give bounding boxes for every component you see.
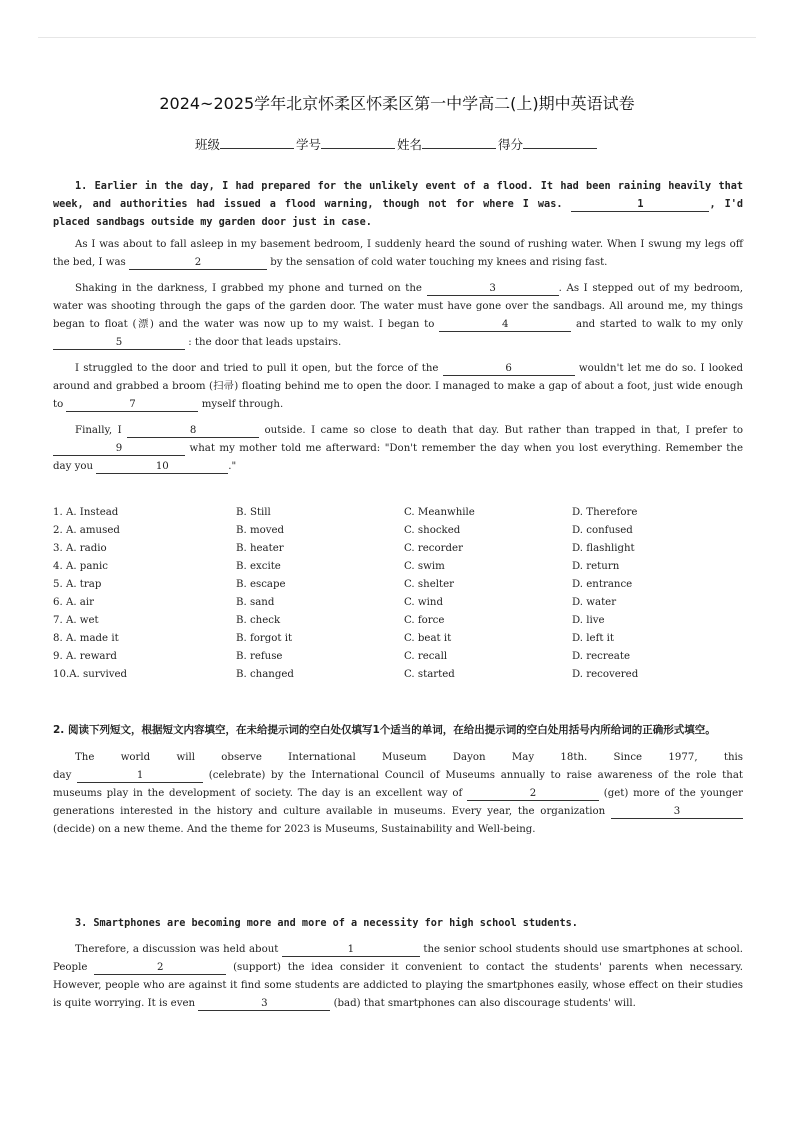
q1-paragraph-5: Finally, I 8 outside. I came so close to death that day. But rather than trapped in that, I prefer to 9 what my mother told me afterward: "Don't remember the day when you lost everything. Remember the day you 10 ." (53, 425, 743, 472)
class-field[interactable] (220, 136, 294, 149)
option[interactable]: D. left it (572, 633, 615, 644)
q1-paragraph-2: As I was about to fall asleep in my basement bedroom, I suddenly heard the sound of rushing water. When I swung my legs off the bed, I was 2 by the sensation of cold water touching my knees and rising fast. (53, 239, 743, 268)
option[interactable]: B. forgot it (236, 633, 293, 644)
q3-blank-3[interactable]: 3 (198, 998, 330, 1011)
student-info-line (0, 135, 794, 153)
score-field[interactable] (523, 136, 597, 149)
q3-blank-2[interactable]: 2 (94, 962, 226, 975)
option-row (53, 522, 743, 540)
option[interactable]: 6. A. air (53, 597, 94, 608)
q3-blank-1[interactable]: 1 (282, 944, 420, 957)
q1-paragraph-4: I struggled to the door and tried to pull it open, but the force of the 6 wouldn't let me do so. I looked around and grabbed a broom (扫帚) floating behind me to open the door. I managed to make a gap of about a foot, just wide enough to 7 myself through. (53, 363, 743, 410)
q3-paragraph: Therefore, a discussion was held about 1 the senior school students should use smartphones at school. People 2 (support) the idea consider it convenient to contact the students' parents when necessary. However, people who are against it find some students are addicted to playing the smartphones easily, whose effect on their studies is quite worrying. It is even 3 (bad) that smartphones can also discourage students' will. (53, 944, 743, 1009)
score-label: 得分 (498, 137, 524, 152)
q2-instructions: 2. 阅读下列短文，根据短文内容填空，在未给提示词的空白处仅填写1个适当的单词，在给出提示词的空白处用括号内所给词的正确形式填空。 (53, 724, 716, 736)
header-divider (38, 37, 756, 38)
option[interactable]: 10.A. survived (53, 669, 128, 680)
option[interactable]: B. sand (236, 597, 275, 608)
option[interactable]: D. flashlight (572, 543, 635, 554)
q2-blank-2[interactable]: 2 (467, 788, 599, 801)
option[interactable]: D. confused (572, 525, 633, 536)
option[interactable]: D. water (572, 597, 617, 608)
q2-blank-3[interactable]: 3 (611, 806, 743, 819)
blank-1[interactable]: 1 (571, 199, 709, 212)
option[interactable]: C. shelter (404, 579, 454, 590)
option[interactable]: D. Therefore (572, 507, 638, 518)
option[interactable]: B. refuse (236, 651, 283, 662)
q3-title: 3. Smartphones are becoming more and more of a necessity for high school students. (75, 918, 578, 929)
option[interactable]: 5. A. trap (53, 579, 102, 590)
option-row (53, 648, 743, 666)
blank-3[interactable]: 3 (427, 283, 559, 296)
option[interactable]: B. Still (236, 507, 271, 518)
option[interactable]: C. shocked (404, 525, 461, 536)
question-2 (53, 721, 743, 839)
blank-6[interactable]: 6 (443, 363, 575, 376)
page-title: 2024~2025学年北京怀柔区怀柔区第一中学高二(上)期中英语试卷 (159, 94, 635, 113)
blank-2[interactable]: 2 (129, 257, 267, 270)
q1-paragraph-1: 1. Earlier in the day, I had prepared for the unlikely event of a flood. It had been raining heavily that week, and authorities had issued a flood warning, though not for where I was. 1 , I'd placed sandbags outside my garden door just in case. (53, 181, 743, 228)
name-field[interactable] (422, 136, 496, 149)
q1-options (53, 504, 743, 684)
blank-9[interactable]: 9 (53, 443, 185, 456)
option[interactable]: 3. A. radio (53, 543, 107, 554)
blank-5[interactable]: 5 (53, 337, 185, 350)
option[interactable]: C. started (404, 669, 455, 680)
option[interactable]: C. beat it (404, 633, 452, 644)
option[interactable]: C. recorder (404, 543, 463, 554)
option[interactable]: B. moved (236, 525, 285, 536)
question-3 (53, 915, 743, 1013)
option[interactable]: C. Meanwhile (404, 507, 475, 518)
option[interactable]: C. recall (404, 651, 448, 662)
option[interactable]: 9. A. reward (53, 651, 117, 662)
blank-10[interactable]: 10 (96, 461, 228, 474)
option[interactable]: B. heater (236, 543, 284, 554)
question-1 (53, 178, 743, 476)
option[interactable]: D. return (572, 561, 620, 572)
option[interactable]: C. swim (404, 561, 445, 572)
id-field[interactable] (321, 136, 395, 149)
option[interactable]: B. excite (236, 561, 281, 572)
option[interactable]: D. entrance (572, 579, 633, 590)
class-label: 班级 (194, 137, 220, 152)
q1-paragraph-3: Shaking in the darkness, I grabbed my phone and turned on the 3 . As I stepped out of my bedroom, water was shooting through the gaps of the garden door. The water must have gone over the sandbags. All around me, my things began to float (漂) and the water was now up to my waist. I began to 4 and started to walk to my only 5 : the door that leads upstairs. (53, 283, 743, 348)
option[interactable]: 1. A. Instead (53, 507, 119, 518)
blank-4[interactable]: 4 (439, 319, 571, 332)
option[interactable]: 4. A. panic (53, 561, 108, 572)
option[interactable]: 2. A. amused (53, 525, 120, 536)
id-label: 学号 (295, 137, 321, 152)
option-row (53, 612, 743, 630)
option-row (53, 630, 743, 648)
q2-paragraph: day 1 (celebrate) by the International Council of Museums annually to raise awareness of the role that museums play in the development of society. The day is an excellent way of 2 (get) more of the younger generations interested in the history and culture available in museums. Every year, the organization 3 (decide) on a new theme. And the theme for 2023 is Museums, Sustainability and Well-being. (53, 770, 743, 835)
option-row (53, 540, 743, 558)
q2-blank-1[interactable]: 1 (77, 770, 203, 783)
option-row (53, 558, 743, 576)
blank-7[interactable]: 7 (66, 399, 198, 412)
q2-line-1: The world will observe International Museum Dayon May 18th. Since 1977, this (75, 752, 743, 763)
option-row (53, 666, 743, 684)
option[interactable]: B. changed (236, 669, 294, 680)
option[interactable]: D. recovered (572, 669, 639, 680)
option[interactable]: C. force (404, 615, 445, 626)
blank-8[interactable]: 8 (127, 425, 259, 438)
option[interactable]: D. live (572, 615, 605, 626)
option-row (53, 576, 743, 594)
option[interactable]: 8. A. made it (53, 633, 119, 644)
option[interactable]: D. recreate (572, 651, 630, 662)
name-label: 姓名 (397, 137, 423, 152)
option[interactable]: B. check (236, 615, 281, 626)
option[interactable]: B. escape (236, 579, 286, 590)
option-row (53, 594, 743, 612)
option-row (53, 504, 743, 522)
option[interactable]: C. wind (404, 597, 443, 608)
option[interactable]: 7. A. wet (53, 615, 99, 626)
